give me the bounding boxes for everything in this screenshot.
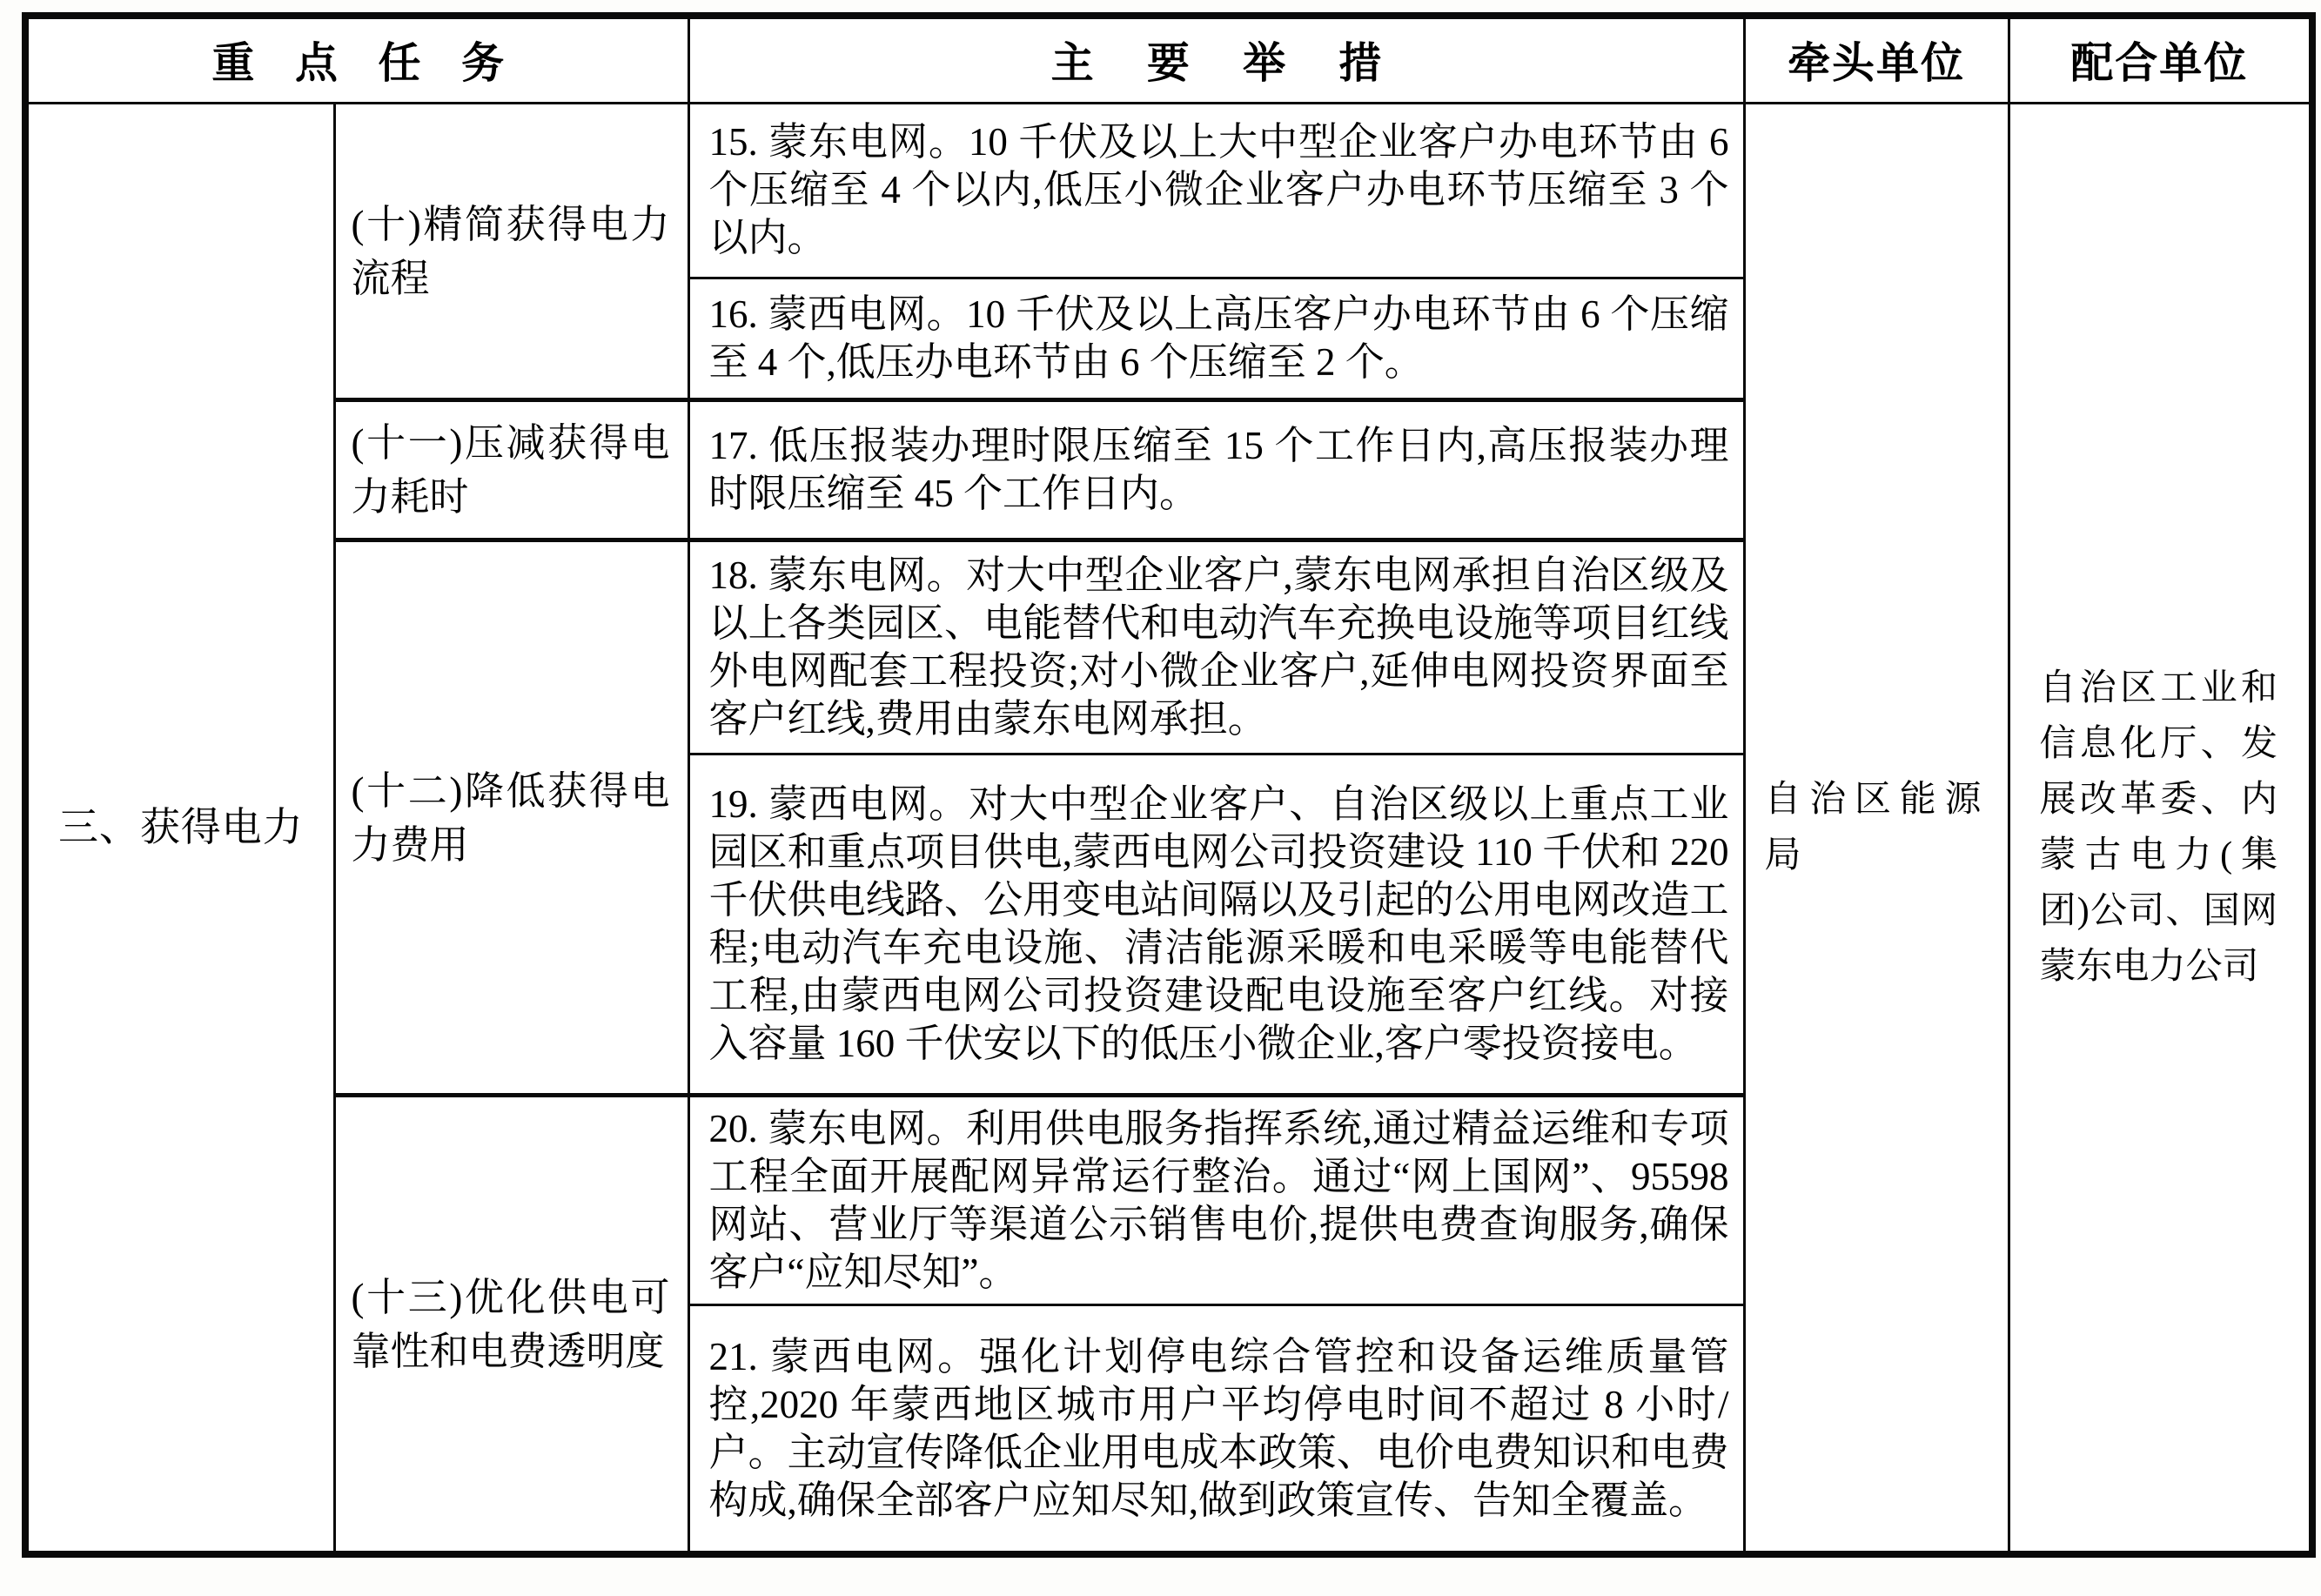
- cell-measure-16: 16. 蒙西电网。10 千伏及以上高压客户办电环节由 6 个压缩至 4 个,低压办电环节由 6 个压缩至 2 个。: [688, 278, 1744, 400]
- cell-measure-17: 17. 低压报装办理时限压缩至 15 个工作日内,高压报装办理时限压缩至 45 个工作日内。: [688, 400, 1744, 540]
- cell-task-10-streamline-process: (十)精简获得电力流程: [334, 103, 688, 400]
- cell-task-11-reduce-time: (十一)压减获得电力耗时: [334, 400, 688, 540]
- table-row-measure-15: [25, 103, 2312, 278]
- header-row: [25, 16, 2312, 103]
- task-measures-table: [22, 12, 2316, 1558]
- header-main-measures: 主要举措: [688, 16, 1744, 103]
- cell-measure-20: 20. 蒙东电网。利用供电服务指挥系统,通过精益运维和专项工程全面开展配网异常运行整治。通过“网上国网”、95598 网站、营业厅等渠道公示销售电价,提供电费查询服务,确保客户“应知尽知”。: [688, 1096, 1744, 1305]
- header-key-tasks: 重点任务: [25, 16, 688, 103]
- cell-support-units: 自治区工业和信息化厅、发展改革委、内蒙古电力(集团)公司、国网蒙东电力公司: [2009, 103, 2312, 1554]
- cell-task-13-reliability-transparency: (十三)优化供电可靠性和电费透明度: [334, 1096, 688, 1554]
- cell-measure-19: 19. 蒙西电网。对大中型企业客户、自治区级以上重点工业园区和重点项目供电,蒙西电网公司投资建设 110 千伏和 220 千伏供电线路、公用变电站间隔以及引起的公用电网改造工程;电动汽车充电设施、清洁能源采暖和电采暖等电能替代工程,由蒙西电网公司投资建设配电设施至客户红线。对接入容量 160 千伏安以下的低压小微企业,客户零投资接电。: [688, 754, 1744, 1096]
- cell-measure-18: 18. 蒙东电网。对大中型企业客户,蒙东电网承担自治区级及以上各类园区、电能替代和电动汽车充换电设施等项目红线外电网配套工程投资;对小微企业客户,延伸电网投资界面至客户红线,费用由蒙东电网承担。: [688, 540, 1744, 754]
- cell-lead-unit-energy-bureau: 自治区能源局: [1744, 103, 2009, 1554]
- header-support-unit: 配合单位: [2009, 16, 2312, 103]
- cell-category-getting-electricity: 三、获得电力: [25, 103, 334, 1554]
- cell-measure-15: 15. 蒙东电网。10 千伏及以上大中型企业客户办电环节由 6 个压缩至 4 个以内,低压小微企业客户办电环节压缩至 3 个以内。: [688, 103, 1744, 278]
- cell-task-12-lower-cost: (十二)降低获得电力费用: [334, 540, 688, 1096]
- header-lead-unit: 牵头单位: [1744, 16, 2009, 103]
- cell-measure-21: 21. 蒙西电网。强化计划停电综合管控和设备运维质量管控,2020 年蒙西地区城市用户平均停电时间不超过 8 小时/户。主动宣传降低企业用电成本政策、电价电费知识和电费构成,确保全部客户应知尽知,做到政策宣传、告知全覆盖。: [688, 1305, 1744, 1554]
